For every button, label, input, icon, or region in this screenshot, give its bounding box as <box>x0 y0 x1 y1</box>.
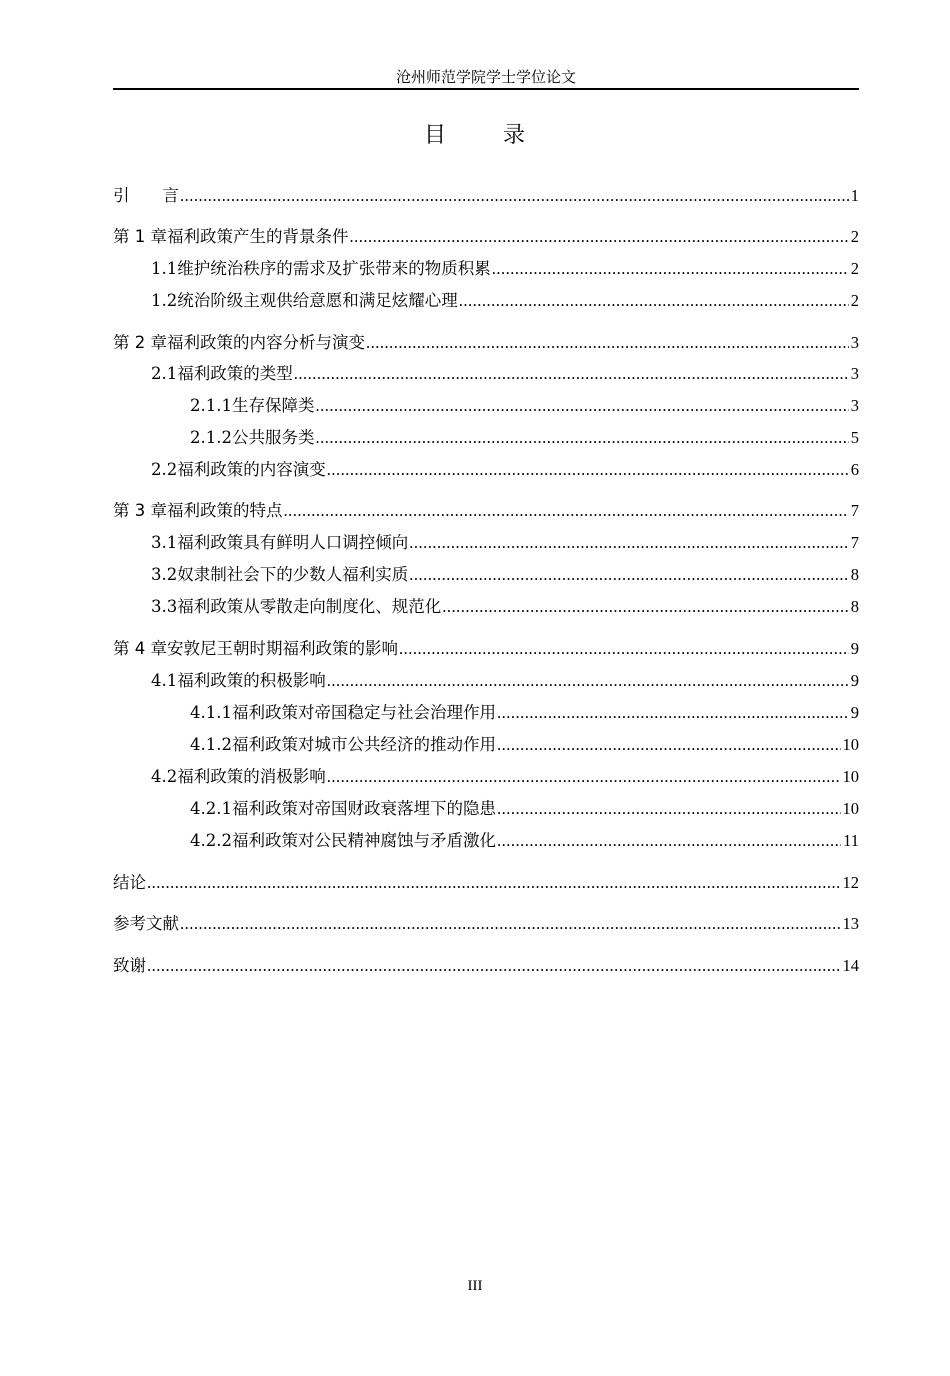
toc-entry-page: 7 <box>850 501 859 520</box>
toc-entry[interactable] <box>113 733 859 757</box>
toc-entry[interactable] <box>113 426 859 450</box>
toc-entry[interactable] <box>113 225 859 249</box>
toc-title-char-1: 目 <box>423 123 447 148</box>
toc-entry-page: 2 <box>850 259 859 278</box>
toc-entry[interactable] <box>113 797 859 821</box>
toc-entry-page: 13 <box>842 914 859 933</box>
toc-entry[interactable] <box>113 912 859 936</box>
toc-entry-number: 3.2 <box>151 565 178 584</box>
toc-entry-number: 4.2 <box>151 767 178 786</box>
toc-entry[interactable] <box>113 637 859 661</box>
toc-entry-number: 1.2 <box>151 291 178 310</box>
toc-entry-number: 4.1 <box>151 671 178 690</box>
toc-entry-text: 参考文献 <box>113 914 179 933</box>
toc-entry[interactable] <box>113 499 859 523</box>
toc-entry-page: 9 <box>850 703 859 722</box>
toc-entry-text: 致谢 <box>113 956 146 975</box>
dot-leader <box>497 701 849 725</box>
toc-entry-page: 10 <box>842 735 859 754</box>
toc-entry-number: 2.1.1 <box>190 396 232 415</box>
toc-entry-number: 1.1 <box>151 259 178 278</box>
toc-entry-text: 福利政策对公民精神腐蚀与矛盾激化 <box>231 831 496 850</box>
toc-entry-number: 第 2 章 <box>113 333 167 352</box>
toc-entry-page: 9 <box>850 639 859 658</box>
toc-entry-text: 维护统治秩序的需求及扩张带来的物质积累 <box>177 259 491 278</box>
dot-leader <box>492 257 849 281</box>
toc-entry-text: 福利政策的内容演变 <box>177 460 326 479</box>
dot-leader <box>327 765 841 789</box>
toc-entry-page: 6 <box>850 460 859 479</box>
toc-entry[interactable] <box>113 669 859 693</box>
dot-leader <box>147 954 841 978</box>
toc-entry-page: 10 <box>842 767 859 786</box>
dot-leader <box>366 331 849 355</box>
toc-entry-text: 福利政策的特点 <box>167 501 283 520</box>
toc-entry-text: 福利政策从零散走向制度化、规范化 <box>177 597 442 616</box>
dot-leader <box>147 871 841 895</box>
toc-entry-text: 引 言 <box>113 186 179 205</box>
dot-leader <box>327 458 849 482</box>
toc-entry[interactable] <box>113 362 859 386</box>
toc-entry[interactable] <box>113 184 859 208</box>
toc-entry-page: 14 <box>842 956 859 975</box>
toc-entry-page: 3 <box>850 333 859 352</box>
dot-leader <box>180 912 841 936</box>
toc-entry-text: 福利政策的消极影响 <box>177 767 326 786</box>
toc-entry-text: 结论 <box>113 873 146 892</box>
dot-leader <box>350 225 849 249</box>
dot-leader <box>409 531 849 555</box>
toc-entry-text: 福利政策对城市公共经济的推动作用 <box>231 735 496 754</box>
toc-entry-text: 安敦尼王朝时期福利政策的影响 <box>167 639 398 658</box>
toc-entry-page: 12 <box>842 873 859 892</box>
toc-entry-page: 1 <box>850 186 859 205</box>
toc-entry[interactable] <box>113 701 859 725</box>
dot-leader <box>497 797 841 821</box>
toc-entry[interactable] <box>113 458 859 482</box>
toc-entry-page: 3 <box>850 396 859 415</box>
toc-entry[interactable] <box>113 289 859 313</box>
toc-entry-page: 5 <box>850 428 859 447</box>
dot-leader <box>327 669 849 693</box>
dot-leader <box>409 563 849 587</box>
toc-entry-number: 第 1 章 <box>113 227 167 246</box>
toc-entry-text: 福利政策的内容分析与演变 <box>167 333 365 352</box>
toc-entry-page: 8 <box>850 565 859 584</box>
toc-entry-page: 11 <box>843 831 859 850</box>
dot-leader <box>497 733 841 757</box>
toc-entry-page: 10 <box>842 799 859 818</box>
dot-leader <box>442 595 849 619</box>
page-number: III <box>467 1278 483 1294</box>
toc-entry-text: 福利政策对帝国财政衰落埋下的隐患 <box>231 799 496 818</box>
toc-entry-page: 8 <box>850 597 859 616</box>
toc-entry[interactable] <box>113 394 859 418</box>
toc-entry[interactable] <box>113 871 859 895</box>
dot-leader <box>399 637 849 661</box>
toc-title-char-2: 录 <box>503 123 527 148</box>
toc-entry-number: 2.2 <box>151 460 178 479</box>
toc-entry[interactable] <box>113 765 859 789</box>
toc-entry[interactable] <box>113 531 859 555</box>
toc-entry-page: 2 <box>850 291 859 310</box>
toc-entry-text: 统治阶级主观供给意愿和满足炫耀心理 <box>177 291 458 310</box>
toc-title <box>0 118 950 149</box>
toc-entry-number: 3.3 <box>151 597 178 616</box>
dot-leader <box>294 362 849 386</box>
toc-entry-number: 4.1.1 <box>190 703 232 722</box>
toc-entry-number: 第 4 章 <box>113 639 167 658</box>
toc-entry-number: 3.1 <box>151 533 178 552</box>
toc-entry-text: 奴隶制社会下的少数人福利实质 <box>177 565 409 584</box>
dot-leader <box>315 394 848 418</box>
toc-entry[interactable] <box>113 954 859 978</box>
toc-entry-page: 9 <box>850 671 859 690</box>
dot-leader <box>284 499 849 523</box>
toc-entry[interactable] <box>113 595 859 619</box>
toc-entry-page: 7 <box>850 533 859 552</box>
toc-entry-number: 2.1.2 <box>190 428 232 447</box>
toc-entry-page: 3 <box>850 364 859 383</box>
toc-entry-text: 生存保障类 <box>231 396 315 415</box>
toc-entry[interactable] <box>113 563 859 587</box>
dot-leader <box>315 426 848 450</box>
toc-entry-text: 福利政策具有鲜明人口调控倾向 <box>177 533 409 552</box>
toc-entry[interactable] <box>113 829 859 853</box>
toc-entry-text: 福利政策的类型 <box>177 364 293 383</box>
toc-entry-text: 公共服务类 <box>231 428 315 447</box>
toc-entry-number: 4.2.1 <box>190 799 232 818</box>
toc-entry-number: 2.1 <box>151 364 178 383</box>
toc-entry-number: 4.1.2 <box>190 735 232 754</box>
toc-entry-text: 福利政策产生的背景条件 <box>167 227 349 246</box>
toc-entry-number: 第 3 章 <box>113 501 167 520</box>
toc-entry-number: 4.2.2 <box>190 831 232 850</box>
page-header: 沧州师范学院学士学位论文 <box>113 68 859 90</box>
toc-entry[interactable] <box>113 257 859 281</box>
toc-entry-text: 福利政策对帝国稳定与社会治理作用 <box>231 703 496 722</box>
dot-leader <box>459 289 849 313</box>
dot-leader <box>180 184 849 208</box>
toc-entry[interactable] <box>113 331 859 355</box>
toc-entry-page: 2 <box>850 227 859 246</box>
toc-entry-text: 福利政策的积极影响 <box>177 671 326 690</box>
dot-leader <box>497 829 841 853</box>
